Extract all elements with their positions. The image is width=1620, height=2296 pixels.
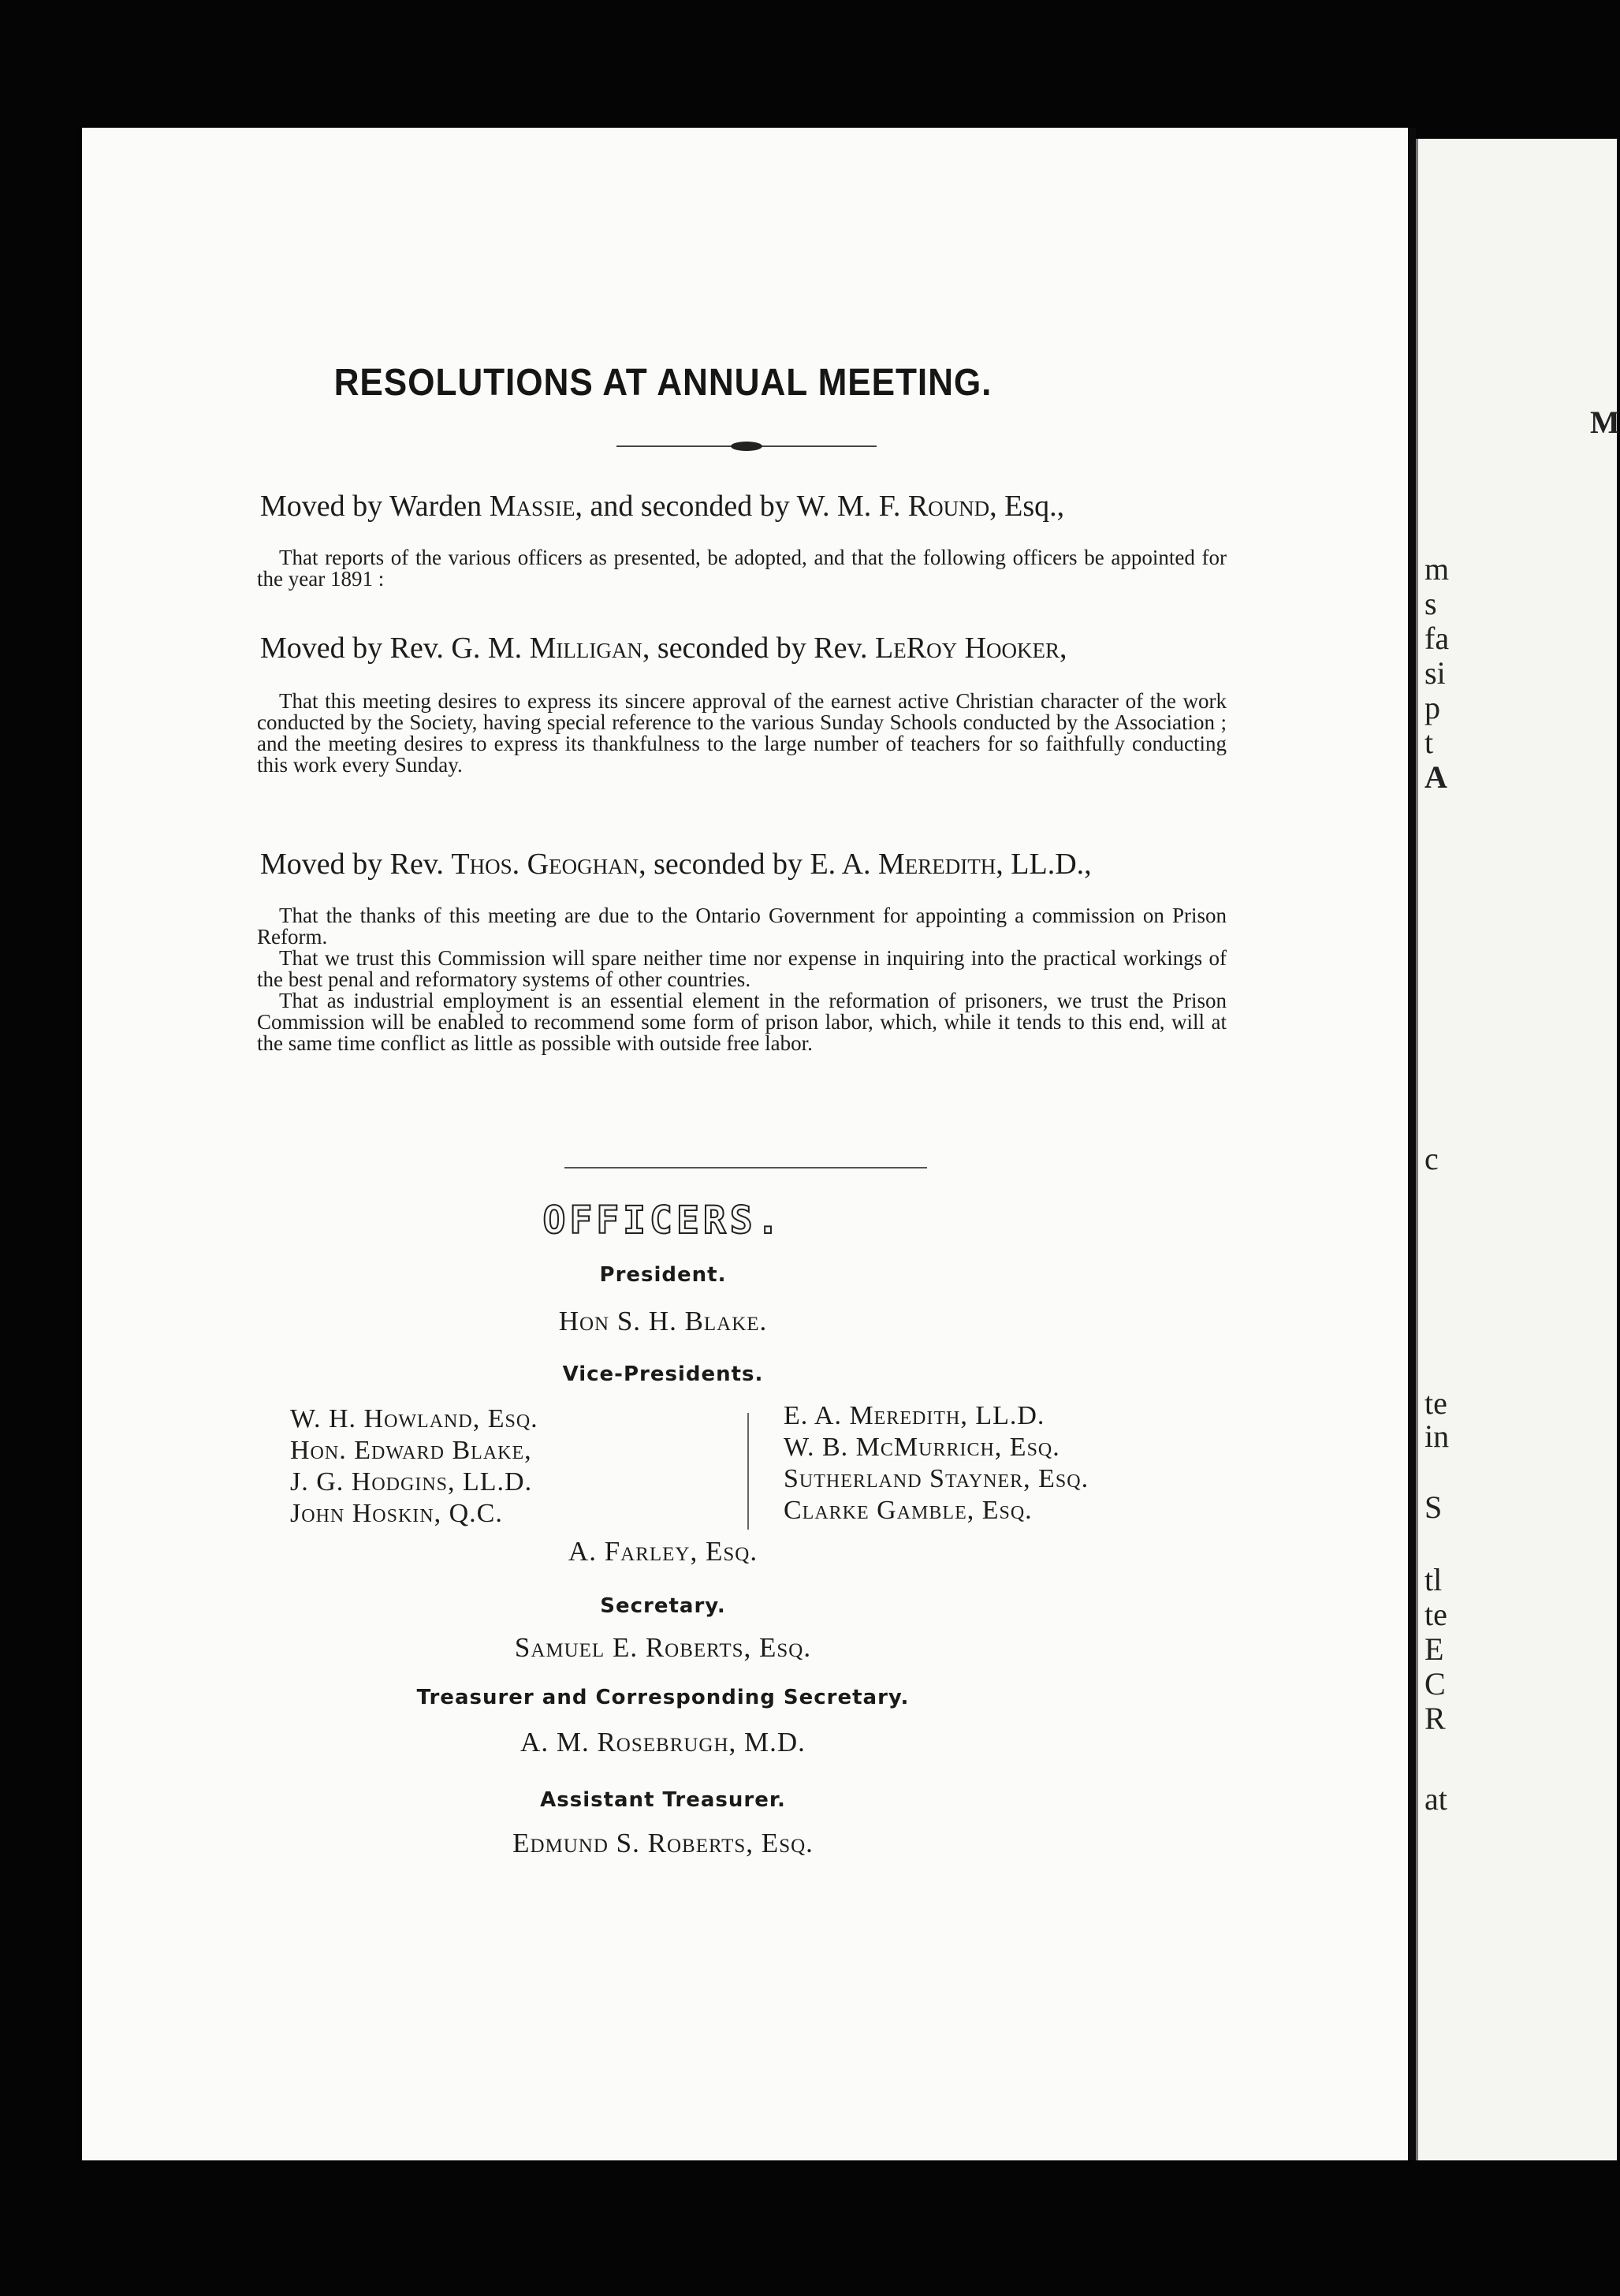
resolution-2-motion bbox=[260, 631, 1238, 665]
vice-presidents-right bbox=[784, 1400, 1089, 1526]
facing-page-text: tl bbox=[1424, 1562, 1443, 1597]
facing-page-text: E bbox=[1424, 1631, 1444, 1667]
motion-text: Moved by Warden bbox=[260, 490, 490, 523]
facing-page-text: c bbox=[1424, 1141, 1439, 1176]
mover-name: Thos. Geoghan bbox=[451, 848, 639, 881]
officers-heading: OFFICERS. bbox=[542, 1198, 784, 1243]
motion-text: , bbox=[1060, 632, 1067, 665]
resolution-1-motion bbox=[260, 489, 1238, 524]
facing-page-text: te bbox=[1424, 1597, 1447, 1632]
motion-text: , LL.D., bbox=[996, 848, 1092, 881]
resolution-2-text bbox=[257, 691, 1227, 776]
president-name: Hon S. H. Blake. bbox=[558, 1306, 768, 1336]
section-divider bbox=[564, 1167, 927, 1168]
seconder-name: Round bbox=[907, 490, 990, 523]
assistant-treasurer-label: Assistant Treasurer. bbox=[540, 1788, 786, 1812]
facing-page-text: s bbox=[1424, 586, 1437, 621]
assistant-treasurer-name: Edmund S. Roberts, Esq. bbox=[512, 1828, 814, 1858]
motion-text: , and seconded by W. M. F. bbox=[575, 490, 908, 523]
book-gutter bbox=[1408, 128, 1416, 2160]
facing-page-text: p bbox=[1424, 690, 1440, 725]
resolution-paragraph: That we trust this Commission will spare neither time nor expense in inquiring into the practical workings of the best penal and reformatory systems of other countries. bbox=[257, 946, 1227, 991]
facing-page-text: at bbox=[1424, 1781, 1447, 1817]
vice-presidents-left bbox=[290, 1403, 538, 1530]
vice-president-name: E. A. Meredith, LL.D. bbox=[784, 1401, 1045, 1430]
seconder-name: Meredith bbox=[878, 848, 996, 881]
facing-page-text: S bbox=[1424, 1489, 1443, 1525]
title-ornament bbox=[616, 442, 877, 451]
motion-text: , seconded by Rev. bbox=[642, 632, 876, 665]
mover-name: Milligan bbox=[529, 632, 642, 665]
facing-page-text: m bbox=[1424, 551, 1450, 587]
vice-president-name: John Hoskin, Q.C. bbox=[290, 1499, 503, 1528]
facing-page-text: C bbox=[1424, 1666, 1446, 1702]
facing-page bbox=[1416, 139, 1620, 2160]
vice-president-name: Sutherland Stayner, Esq. bbox=[784, 1464, 1089, 1493]
facing-page-text: t bbox=[1424, 725, 1434, 760]
vice-president-name: Hon. Edward Blake, bbox=[290, 1436, 532, 1465]
vice-presidents-label: Vice-Presidents. bbox=[562, 1362, 764, 1386]
page-title: RESOLUTIONS AT ANNUAL MEETING. bbox=[333, 362, 992, 404]
vice-president-name: W. H. Howland, Esq. bbox=[290, 1404, 538, 1433]
motion-text: Moved by Rev. bbox=[260, 848, 452, 881]
secretary-label: Secretary. bbox=[600, 1594, 726, 1618]
treasurer-name: A. M. Rosebrugh, M.D. bbox=[520, 1727, 806, 1757]
facing-page-text: A bbox=[1424, 759, 1447, 795]
resolution-3-motion bbox=[260, 847, 1238, 882]
motion-text: , Esq., bbox=[989, 490, 1065, 523]
facing-page-text: M bbox=[1590, 404, 1620, 440]
resolution-paragraph: That the thanks of this meeting are due to the Ontario Government for appointing a commission on Prison Reform. bbox=[257, 904, 1227, 949]
motion-text: , seconded by E. A. bbox=[639, 848, 879, 881]
treasurer-label: Treasurer and Corresponding Secretary. bbox=[416, 1686, 910, 1709]
vice-president-name: W. B. McMurrich, Esq. bbox=[784, 1433, 1060, 1462]
column-divider bbox=[747, 1413, 749, 1530]
vice-president-name: Clarke Gamble, Esq. bbox=[784, 1496, 1033, 1525]
facing-page-text: te bbox=[1424, 1385, 1447, 1421]
resolution-paragraph: That reports of the various officers as presented, be adopted, and that the following officers be appointed for the year 1891 : bbox=[257, 546, 1227, 591]
vice-president-name: J. G. Hodgins, LL.D. bbox=[290, 1467, 533, 1496]
seconder-name: LeRoy Hooker bbox=[875, 632, 1060, 665]
resolution-1-text bbox=[257, 547, 1227, 590]
resolution-3-text bbox=[257, 905, 1227, 1054]
facing-page-text: fa bbox=[1424, 621, 1450, 656]
secretary-name: Samuel E. Roberts, Esq. bbox=[514, 1632, 812, 1663]
facing-page-text: R bbox=[1424, 1701, 1446, 1736]
vice-president-extra: A. Farley, Esq. bbox=[568, 1536, 758, 1567]
facing-page-text: si bbox=[1424, 655, 1446, 691]
president-label: President. bbox=[599, 1263, 727, 1287]
resolution-paragraph: That this meeting desires to express its sincere approval of the earnest active Christian character of the work conducted by the Society, having special reference to the various Sunday Schools conducted by the Association ; and the meeting desires to express its thankfulness to the large number of teachers for so faithfully conducting this work every Sunday. bbox=[257, 689, 1227, 777]
facing-page-text: in bbox=[1424, 1418, 1450, 1454]
mover-name: Massie bbox=[489, 490, 575, 523]
resolution-paragraph: That as industrial employment is an essential element in the reformation of prisoners, we trust the Prison Commission will be enabled to recommend some form of prison labor, which, while it tends to this end, will at the same time conflict as little as possible with outside free labor. bbox=[257, 989, 1227, 1055]
motion-text: Moved by Rev. G. M. bbox=[260, 632, 530, 665]
